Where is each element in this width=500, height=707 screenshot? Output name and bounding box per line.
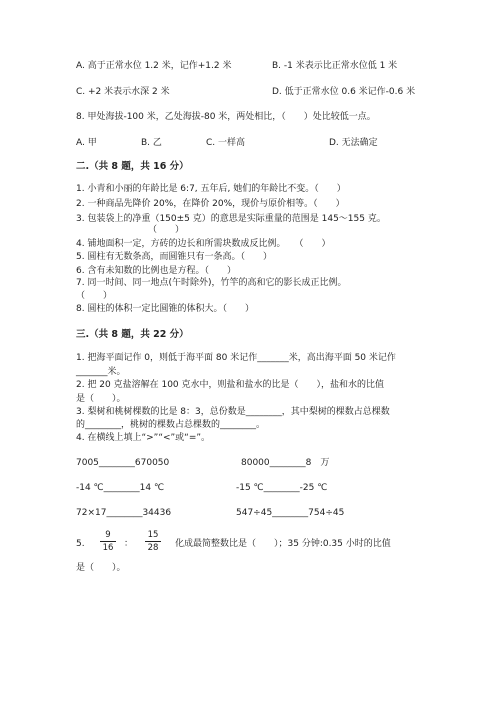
section-3-q5-number: 5. [76, 539, 85, 549]
section-2-item-bracket: （ ） [76, 291, 113, 301]
fraction-numerator: 9 [100, 530, 116, 542]
fraction-15-28 [145, 530, 161, 553]
section-3-q4: 4. 在横线上填上“>”“<”或“=”。 [76, 433, 211, 443]
section-3-q1-line2: _______米。 [76, 367, 126, 377]
section-3-q5-line2: 是（ ）。 [76, 563, 126, 573]
compare-item: -14 ℃________14 ℃ [76, 483, 165, 493]
option-d: D. 低于正常水位 0.6 米记作-0.6 米 [272, 87, 416, 97]
section-2-item: 4. 铺地面积一定，方砖的边长和所需块数成反比例。 （ ） [76, 239, 331, 249]
option-c: C. +2 米表示水深 2 米 [76, 87, 170, 97]
compare-item: -15 ℃________-25 ℃ [236, 483, 328, 493]
section-2-item: 5. 圆柱有无数条高，而圆锥只有一条高。（ ） [76, 252, 272, 262]
question-8-option-b: B. 乙 [141, 138, 162, 148]
section-2-item: 8. 圆柱的体积一定比圆锥的体积大。（ ） [76, 304, 254, 314]
compare-item: 80000________8 万 [241, 458, 330, 468]
section-2-item: 3. 包装袋上的净重（150±5 克）的意思是实际重量的范围是 145～155 克。 [76, 214, 386, 224]
section-3-q3-line2: 的________，桃树的棵数占总棵数的________。 [76, 420, 266, 430]
compare-item: 72×17________34436 [76, 508, 172, 518]
section-3-q5-text: 化成最简整数比是（ ）；35 分钟:0.35 小时的比值 [175, 539, 391, 549]
question-8-option-c: C. 一样高 [206, 138, 246, 148]
compare-item: 547÷45________754÷45 [236, 508, 345, 518]
section-3-q2-line1: 2. 把 20 克盐溶解在 100 克水中，则盐和盐水的比是（ ），盐和水的比值 [76, 380, 385, 390]
question-8-option-d: D. 无法确定 [329, 138, 378, 148]
section-2-title: 二.（共 8 题，共 16 分） [76, 161, 189, 172]
option-b: B. -1 米表示比正常水位低 1 米 [272, 61, 398, 71]
question-8-stem: 8. 甲处海拔-100 米，乙处海拔-80 米，两处相比，（ ）处比较低一点。 [76, 112, 376, 122]
section-3-q1-line1: 1. 把海平面记作 0，则低于海平面 80 米记作_______米，高出海平面 50 米记作 [76, 353, 396, 363]
section-3-q3-line1: 3. 梨树和桃树棵数的比是 8：3，总份数是________，其中梨树的棵数占总棵数 [76, 407, 390, 417]
option-a: A. 高于正常水位 1.2 米，记作+1.2 米 [76, 61, 232, 71]
section-2-item: 7. 同一时间、同一地点(午时除外)，竹竿的高和它的影长成正比例。 [76, 278, 347, 288]
section-3-title: 三.（共 8 题，共 22 分） [76, 329, 189, 340]
fraction-denominator: 28 [147, 543, 159, 553]
section-3-q2-line2: 是（ ）。 [76, 394, 126, 404]
section-2-item: 6. 含有未知数的比例也是方程。（ ） [76, 266, 236, 276]
section-2-item: 1. 小青和小丽的年龄比是 6:7, 五年后, 她们的年龄比不变。（ ） [76, 184, 346, 194]
fraction-denominator: 16 [102, 543, 114, 553]
ratio-colon: ： [124, 539, 134, 549]
section-2-item-bracket: （ ） [148, 225, 185, 235]
question-8-option-a: A. 甲 [76, 138, 97, 148]
fraction-9-16 [100, 530, 116, 553]
fraction-numerator: 15 [145, 530, 161, 542]
section-2-item: 2. 一种商品先降价 20%，在降价 20%，现价与原价相等。（ ） [76, 199, 345, 209]
compare-item: 7005________670050 [76, 458, 170, 468]
